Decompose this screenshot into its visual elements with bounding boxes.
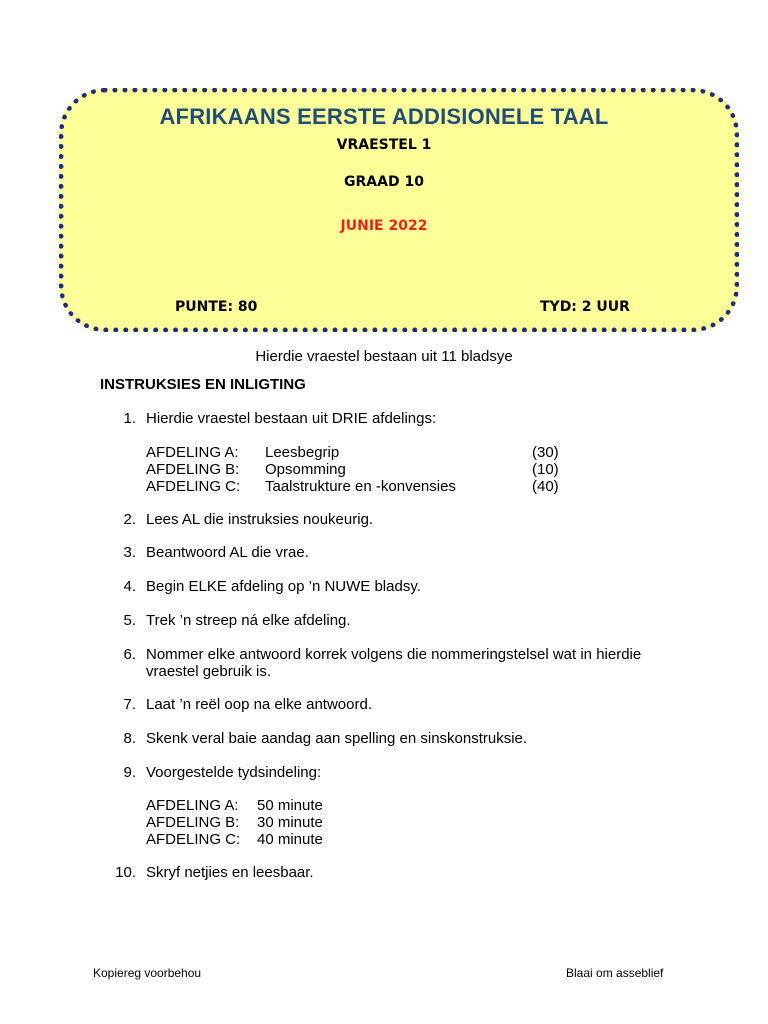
paper-number: VRAESTEL 1 (336, 137, 432, 153)
item-text: Laat ’n reël oop na elke antwoord. (146, 696, 372, 713)
section-name: AFDELING B: (146, 461, 240, 478)
section-title: Taalstrukture en -konvensies (265, 478, 456, 495)
timing-duration: 30 minute (257, 814, 323, 831)
total-marks: PUNTE: 80 (175, 299, 258, 315)
timing-section: AFDELING C: (146, 831, 241, 848)
section-title: Leesbegrip (265, 444, 340, 461)
item-text: Nommer elke antwoord korrek volgens die nommeringstelsel wat in hierdie vraestel gebruik is. (146, 646, 642, 680)
exam-date: JUNIE 2022 (340, 218, 428, 234)
item-text: Hierdie vraestel bestaan uit DRIE afdelings: (146, 410, 437, 427)
timing-duration: 40 minute (257, 831, 323, 848)
item-text: Voorgestelde tydsindeling: (146, 764, 322, 781)
item-number: 6. (123, 646, 136, 663)
section-title: Opsomming (265, 461, 346, 478)
item-number: 5. (123, 612, 136, 629)
item-number: 2. (123, 511, 136, 528)
item-text: Beantwoord AL die vrae. (146, 544, 309, 561)
section-marks: (10) (532, 461, 559, 478)
item-number: 3. (123, 544, 136, 561)
exam-title: AFRIKAANS EERSTE ADDISIONELE TAAL (159, 104, 609, 129)
grade-label: GRAAD 10 (344, 174, 424, 190)
time-allowed: TYD: 2 UUR (540, 299, 630, 315)
item-text: Trek ’n streep ná elke afdeling. (146, 612, 351, 629)
item-text: Begin ELKE afdeling op ’n NUWE bladsy. (146, 578, 421, 595)
timing-duration: 50 minute (257, 797, 323, 814)
item-number: 7. (123, 696, 136, 713)
item-number: 10. (115, 864, 136, 881)
item-number: 9. (123, 764, 136, 781)
item-text: Skenk veral baie aandag aan spelling en sinskonstruksie. (146, 730, 528, 747)
instructions-heading: INSTRUKSIES EN INLIGTING (100, 376, 306, 393)
item-text: Skryf netjies en leesbaar. (146, 864, 314, 881)
footer-turn-page: Blaai om asseblief (566, 966, 664, 980)
item-number: 4. (123, 578, 136, 595)
section-name: AFDELING A: (146, 444, 239, 461)
footer-copyright: Kopiereg voorbehou (93, 966, 202, 980)
item-number: 1. (123, 410, 136, 427)
item-number: 8. (123, 730, 136, 747)
page-count-note: Hierdie vraestel bestaan uit 11 bladsye (255, 348, 513, 365)
timing-section: AFDELING A: (146, 797, 239, 814)
item-text: Lees AL die instruksies noukeurig. (146, 511, 374, 528)
section-marks: (30) (532, 444, 559, 461)
timing-section: AFDELING B: (146, 814, 240, 831)
section-name: AFDELING C: (146, 478, 241, 495)
section-marks: (40) (532, 478, 559, 495)
